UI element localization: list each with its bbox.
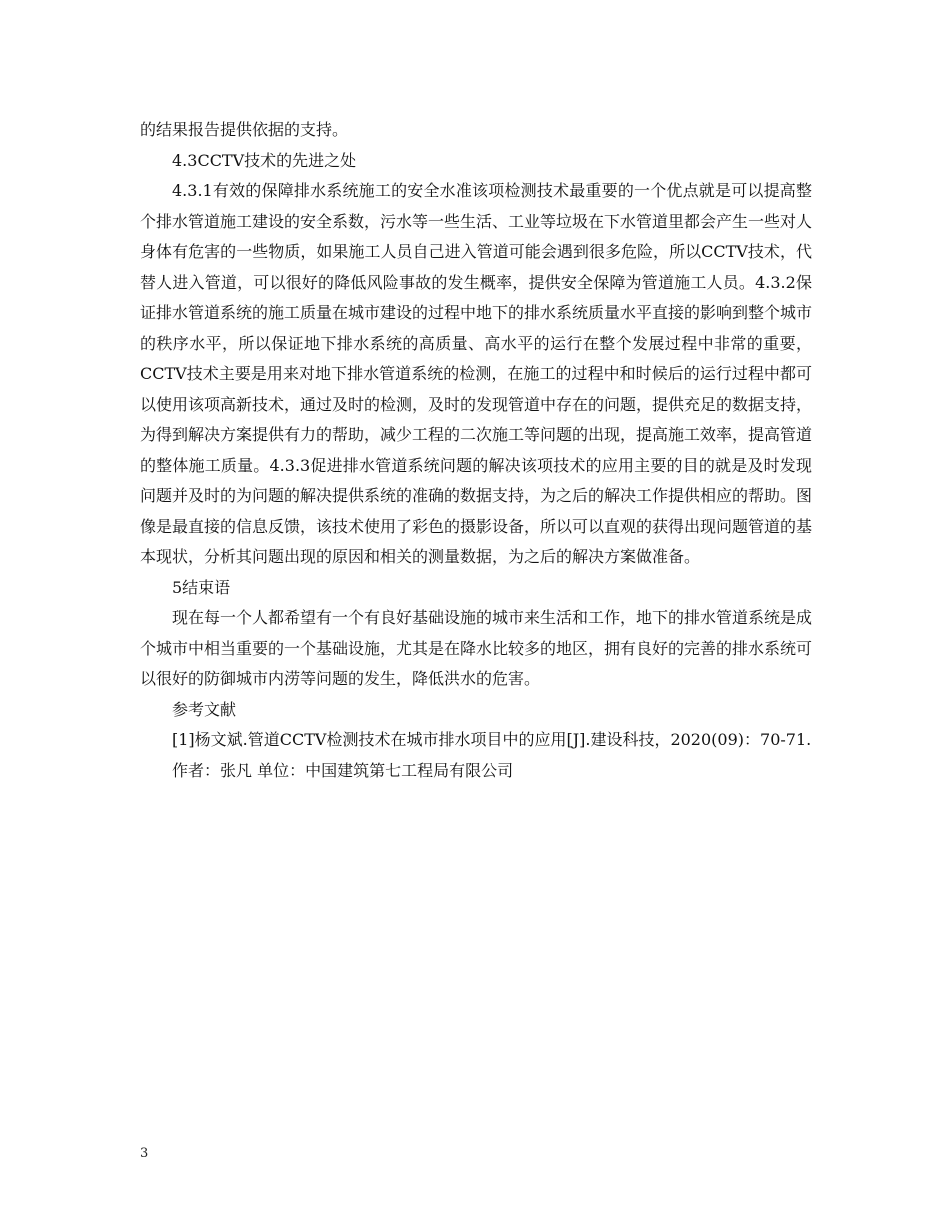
paragraph-continuation: 的结果报告提供依据的支持。 <box>140 120 349 139</box>
paragraph-conclusion: 现在每一个人都希望有一个有良好基础设施的城市来生活和工作，地下的排水管道系统是成个城市中相当重要的一个基础设施，尤其是在降水比较多的地区，拥有良好的完善的排水系统可以很好的防御城市内涝等问题的发生，降低洪水的危害。 <box>140 608 813 688</box>
section-heading-conclusion: 5结束语 <box>172 577 231 597</box>
section-heading-4-3: 4.3CCTV技术的先进之处 <box>172 150 357 170</box>
document-body <box>140 115 812 786</box>
page-number: 3 <box>140 1146 149 1161</box>
author-affiliation: 作者：张凡 单位：中国建筑第七工程局有限公司 <box>172 760 514 780</box>
reference-item: [1]杨文斌.管道CCTV检测技术在城市排水项目中的应用[J].建设科技，2020(09)：70-71. <box>172 730 812 749</box>
references-heading: 参考文献 <box>172 699 237 719</box>
paragraph-advantages: 4.3.1有效的保障排水系统施工的安全水准该项检测技术最重要的一个优点就是可以提高整个排水管道施工建设的安全系数，污水等一些生活、工业等垃圾在下水管道里都会产生一些对人身体有危害的一些物质，如果施工人员自己进入管道可能会遇到很多危险，所以CCTV技术，代替人进入管道，可以很好的降低风险事故的发生概率，提供安全保障为管道施工人员。4.3.2保证排水管道系统的施工质量在城市建设的过程中地下的排水系统质量水平直接的影响到整个城市的秩序水平，所以保证地下排水系统的高质量、高水平的运行在整个发展过程中非常的重要，CCTV技术主要是用来对地下排水管道系统的检测，在施工的过程中和时候后的运行过程中都可以使用该项高新技术，通过及时的检测，及时的发现管道中存在的问题，提供充足的数据支持，为得到解决方案提供有力的帮助，减少工程的二次施工等问题的出现，提高施工效率，提高管道的整体施工质量。4.3.3促进排水管道系统问题的解决该项技术的应用主要的目的就是及时发现问题并及时的为问题的解决提供系统的准确的数据支持，为之后的解决工作提供相应的帮助。图像是最直接的信息反馈，该技术使用了彩色的摄影设备，所以可以直观的获得出现问题管道的基本现状，分析其问题出现的原因和相关的测量数据，为之后的解决方案做准备。 <box>140 181 813 566</box>
